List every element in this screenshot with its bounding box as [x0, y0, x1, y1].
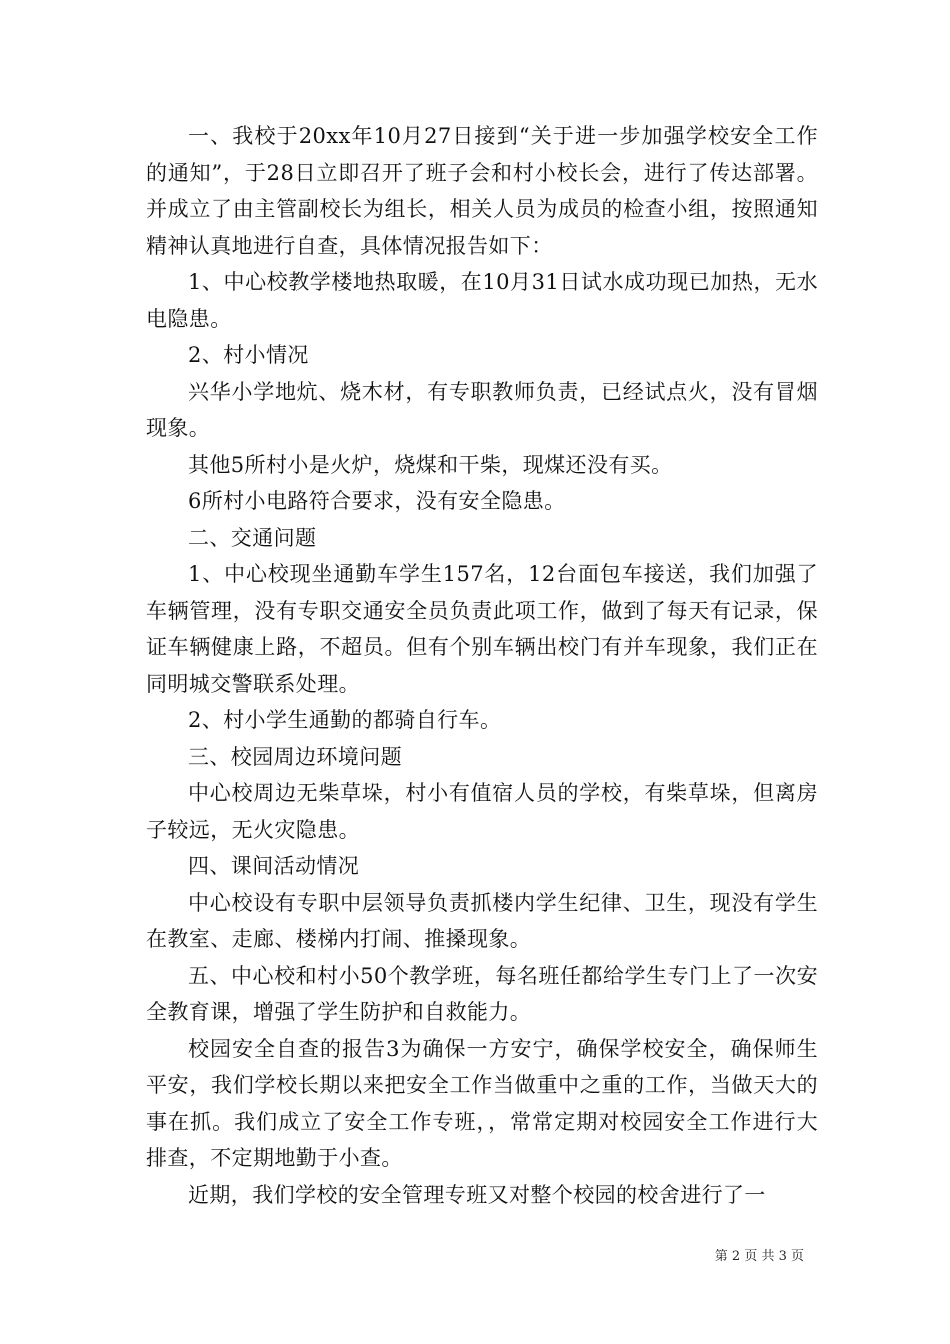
- paragraph: 近期，我们学校的安全管理专班又对整个校园的校舍进行了一: [188, 1182, 766, 1207]
- paragraph: 五、中心校和村小50个教学班，每名班任都给学生专门上了一次安全教育课，增强了学生防护和自救能力。: [146, 963, 818, 1024]
- page-footer: [0, 1245, 950, 1264]
- paragraph: 三、校园周边环境问题: [188, 744, 402, 769]
- paragraph: 2、村小情况: [188, 343, 309, 367]
- paragraph: 1、中心校教学楼地热取暖，在10月31日试水成功现已加热，无水电隐患。: [146, 270, 818, 331]
- paragraph: 二、交通问题: [188, 525, 317, 550]
- page-number-label: 第 2 页 共 3 页: [714, 1249, 804, 1264]
- paragraph: 校园安全自查的报告3为确保一方安宁，确保学校安全，确保师生平安，我们学校长期以来把安全工作当做重中之重的工作，当做天大的事在抓。我们成立了安全工作专班，，常常定期对校园安全工作进行大排查，不定期地勤于小查。: [146, 1036, 818, 1170]
- paragraph: 1、中心校现坐通勤车学生157名，12台面包车接送，我们加强了车辆管理，没有专职交通安全员负责此项工作，做到了每天有记录，保证车辆健康上路，不超员。但有个别车辆出校门有并车现象，我们正在同明城交警联系处理。: [146, 562, 818, 696]
- paragraph: 兴华小学地炕、烧木材，有专职教师负责，已经试点火，没有冒烟现象。: [146, 379, 818, 440]
- paragraph: 2、村小学生通勤的都骑自行车。: [188, 708, 502, 732]
- paragraph: 中心校周边无柴草垛，村小有值宿人员的学校，有柴草垛，但离房子较远，无火灾隐患。: [146, 781, 818, 842]
- document-body: [146, 118, 818, 1213]
- paragraph: 一、我校于20xx年10月27日接到“关于进一步加强学校安全工作的通知”，于28日立即召开了班子会和村小校长会，进行了传达部署。并成立了由主管副校长为组长，相关人员为成员的检查小组，按照通知精神认真地进行自查，具体情况报告如下：: [146, 124, 818, 258]
- paragraph: 其他5所村小是火炉，烧煤和干柴，现煤还没有买。: [188, 452, 673, 477]
- paragraph: 四、课间活动情况: [188, 854, 360, 878]
- paragraph: 6所村小电路符合要求，没有安全隐患。: [188, 489, 566, 513]
- paragraph: 中心校设有专职中层领导负责抓楼内学生纪律、卫生，现没有学生在教室、走廊、楼梯内打闹、推搡现象。: [146, 890, 818, 951]
